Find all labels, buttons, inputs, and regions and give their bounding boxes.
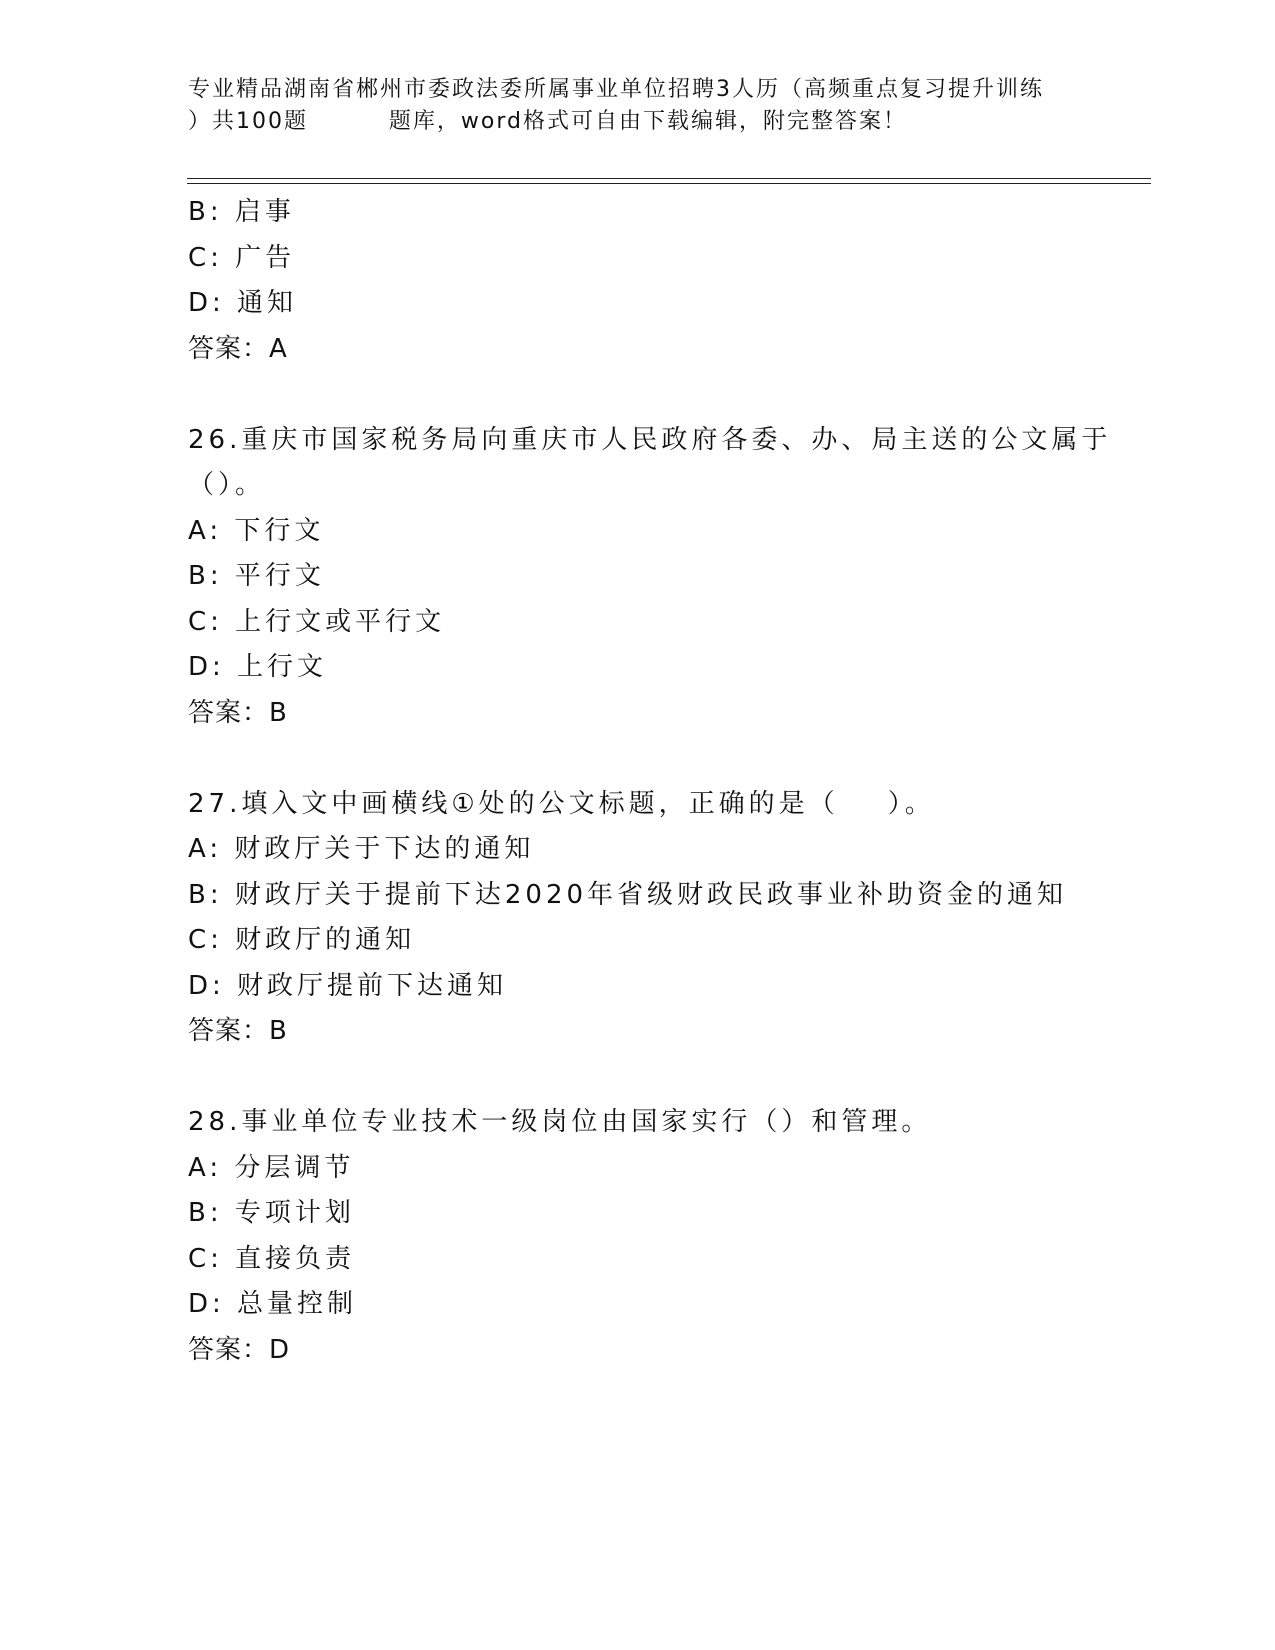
question-27-answer: 答案：B: [188, 1016, 288, 1046]
header-line-1: 专业精品湖南省郴州市委政法委所属事业单位招聘3人历（高频重点复习提升训练: [188, 77, 1044, 102]
question-26-stem: 26.重庆市国家税务局向重庆市人民政府各委、办、局主送的公文属于: [188, 424, 1112, 455]
option-d: D: 通知: [188, 288, 298, 318]
header-line-2: ）共100题 题库，word格式可自由下载编辑，附完整答案！: [188, 109, 908, 134]
question-27-stem: 27.填入文中画横线①处的公文标题，正确的是（ ）。: [188, 788, 935, 819]
question-content: [188, 190, 1112, 1373]
question-27-option-a: A: 财政厅关于下达的通知: [188, 834, 535, 864]
option-c: C: 广告: [188, 242, 296, 273]
question-28-option-d: D: 总量控制: [188, 1289, 358, 1319]
question-26-option-d: D: 上行文: [188, 652, 328, 682]
question-26-option-b: B: 平行文: [188, 561, 325, 591]
question-26-stem-cont: （）。: [188, 470, 266, 500]
question-26-option-a: A: 下行文: [188, 515, 325, 546]
question-26-option-c: C: 上行文或平行文: [188, 606, 446, 637]
spacer: [188, 736, 1108, 782]
question-28-option-b: B: 专项计划: [188, 1198, 355, 1228]
header-rule-top: [187, 178, 1151, 179]
header-rule-bottom: [187, 183, 1151, 184]
question-28-answer: 答案：D: [188, 1334, 291, 1365]
document-header: [188, 74, 1148, 138]
option-b: B: 启事: [188, 197, 295, 227]
question-26-answer: 答案：B: [188, 697, 288, 728]
question-28-option-a: A: 分层调节: [188, 1152, 355, 1183]
question-27-option-b: B: 财政厅关于提前下达2020年省级财政民政事业补助资金的通知: [188, 879, 1068, 910]
spacer: [188, 1055, 1108, 1101]
question-28-stem: 28.事业单位专业技术一级岗位由国家实行（）和管理。: [188, 1107, 932, 1137]
question-28-option-c: C: 直接负责: [188, 1243, 356, 1274]
question-27-option-d: D: 财政厅提前下达通知: [188, 970, 508, 1001]
question-27-option-c: C: 财政厅的通知: [188, 925, 416, 955]
spacer: [188, 372, 1108, 418]
answer: 答案：A: [188, 333, 288, 364]
